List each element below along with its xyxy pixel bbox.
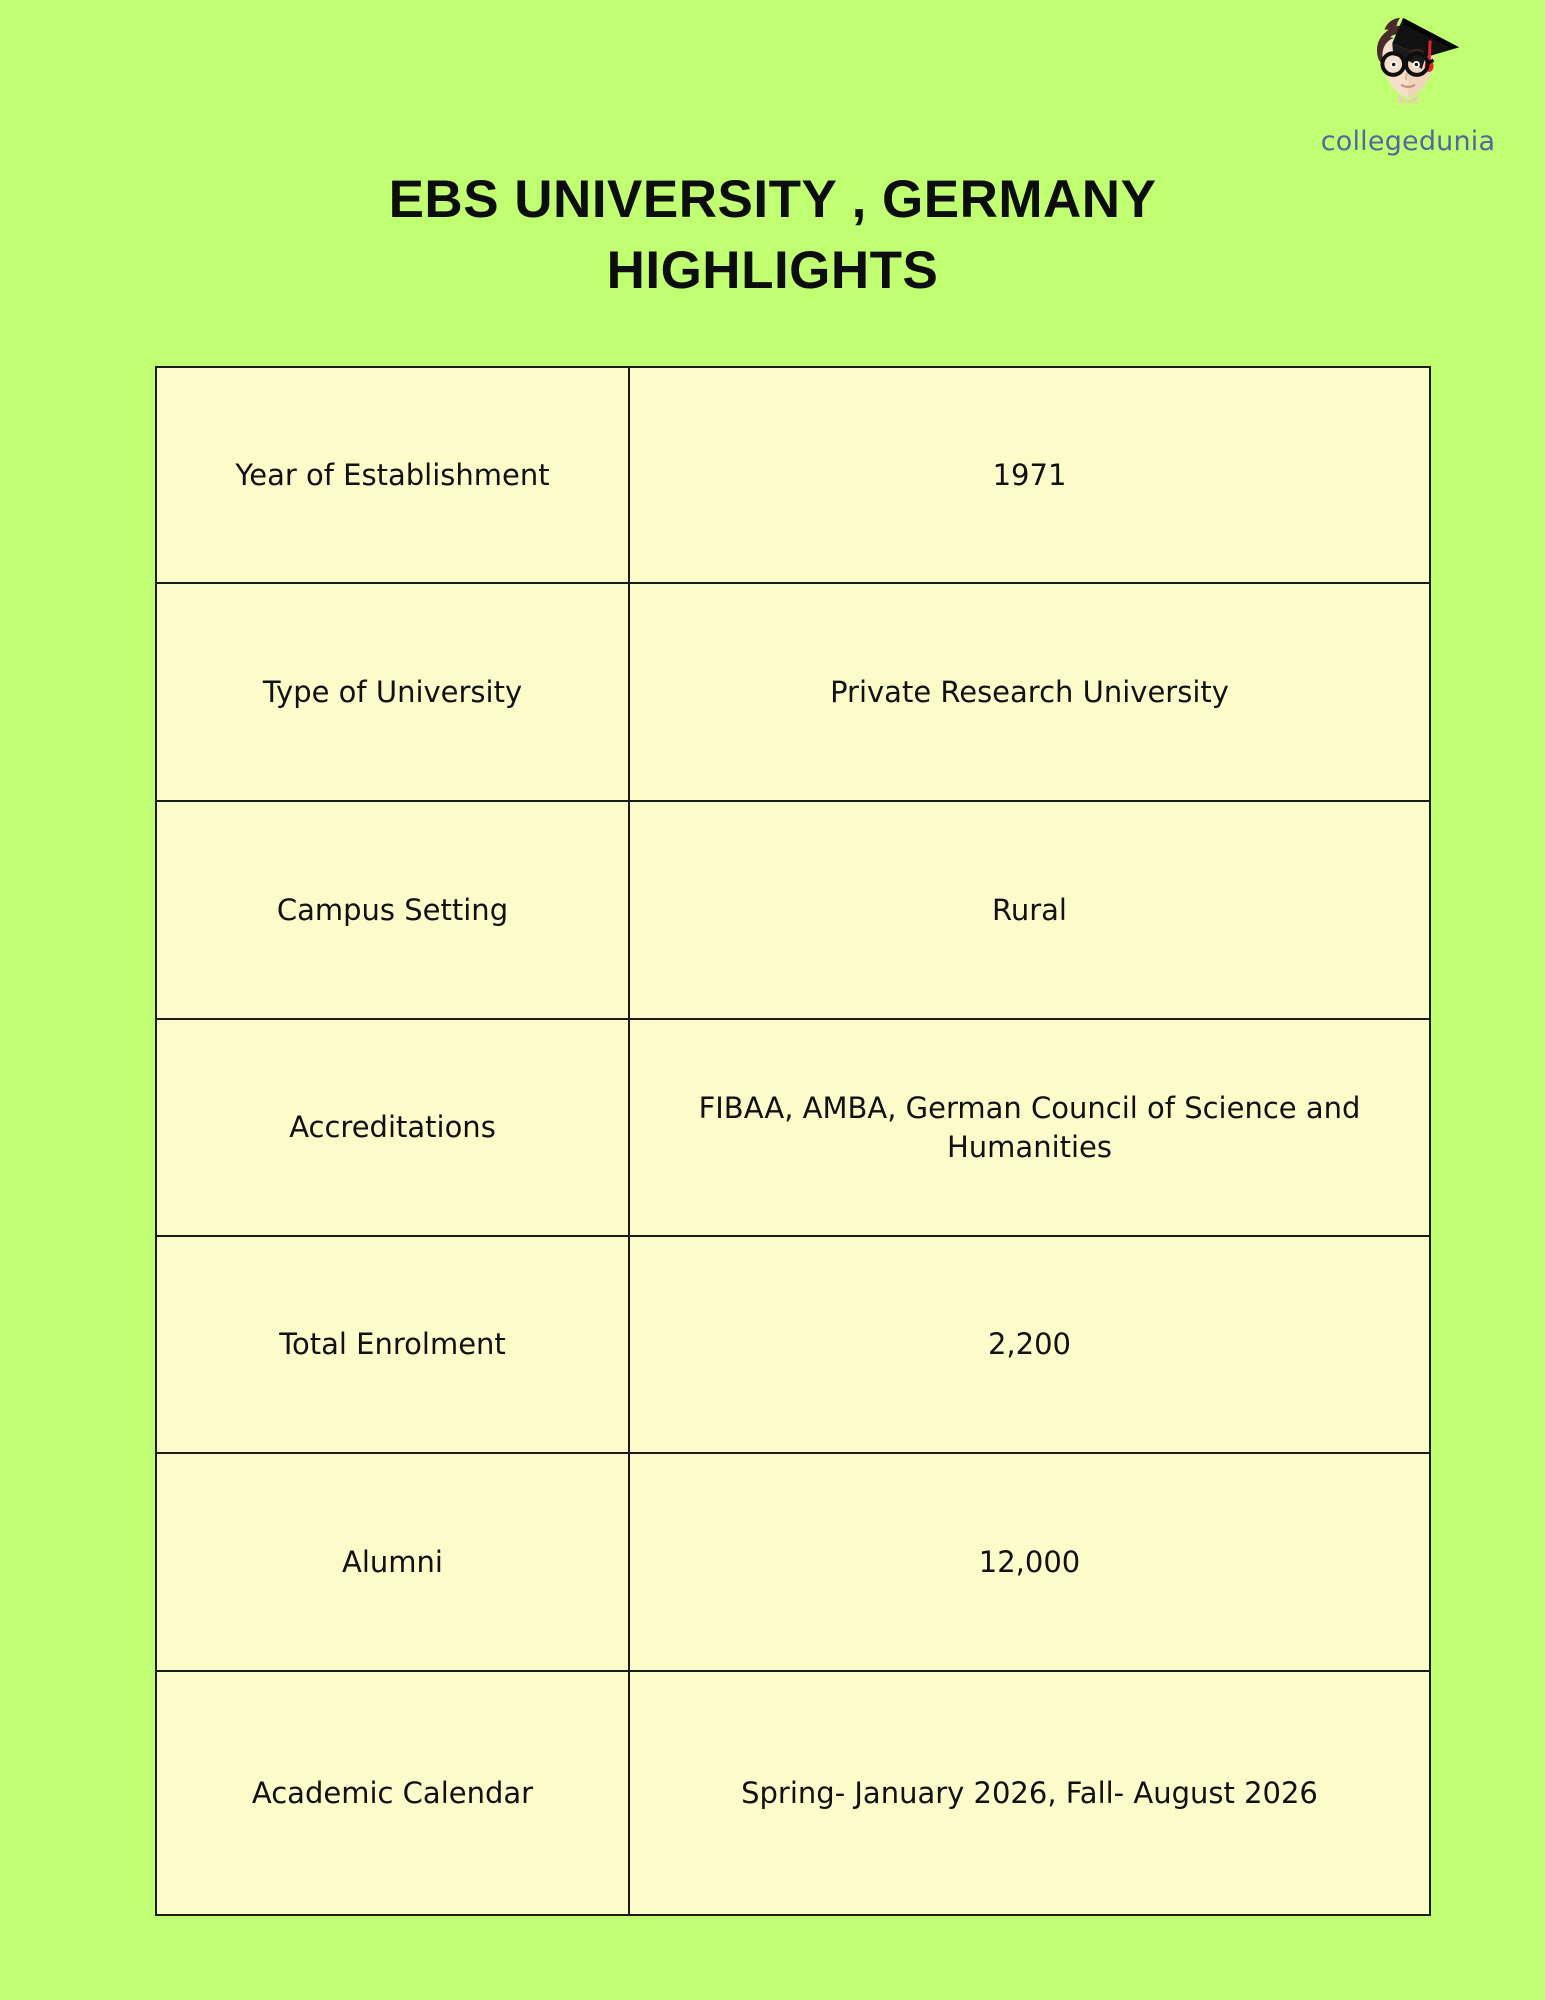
highlights-table [155, 366, 1431, 1916]
table-row [156, 1019, 1430, 1236]
row-label: Total Enrolment [156, 1236, 629, 1453]
row-value: FIBAA, AMBA, German Council of Science and Humanities [629, 1019, 1430, 1236]
row-value: 1971 [629, 367, 1430, 583]
row-value: Private Research University [629, 583, 1430, 801]
row-value: Spring- January 2026, Fall- August 2026 [629, 1671, 1430, 1915]
row-label: Campus Setting [156, 801, 629, 1019]
table-row [156, 367, 1430, 583]
table-row [156, 1236, 1430, 1453]
row-value: Rural [629, 801, 1430, 1019]
row-label: Type of University [156, 583, 629, 801]
row-label: Alumni [156, 1453, 629, 1671]
graduate-student-face-icon [1349, 8, 1467, 126]
page-title: EBS UNIVERSITY , GERMANY HIGHLIGHTS [388, 169, 1157, 301]
table-row [156, 583, 1430, 801]
row-label: Accreditations [156, 1019, 629, 1236]
table-row [156, 1453, 1430, 1671]
brand-logo [1293, 8, 1523, 155]
row-label: Academic Calendar [156, 1671, 629, 1915]
table-row [156, 1671, 1430, 1915]
brand-name: collegedunia [1320, 126, 1496, 157]
row-value: 2,200 [629, 1236, 1430, 1453]
row-value: 12,000 [629, 1453, 1430, 1671]
table-row [156, 801, 1430, 1019]
row-label: Year of Establishment [156, 367, 629, 583]
